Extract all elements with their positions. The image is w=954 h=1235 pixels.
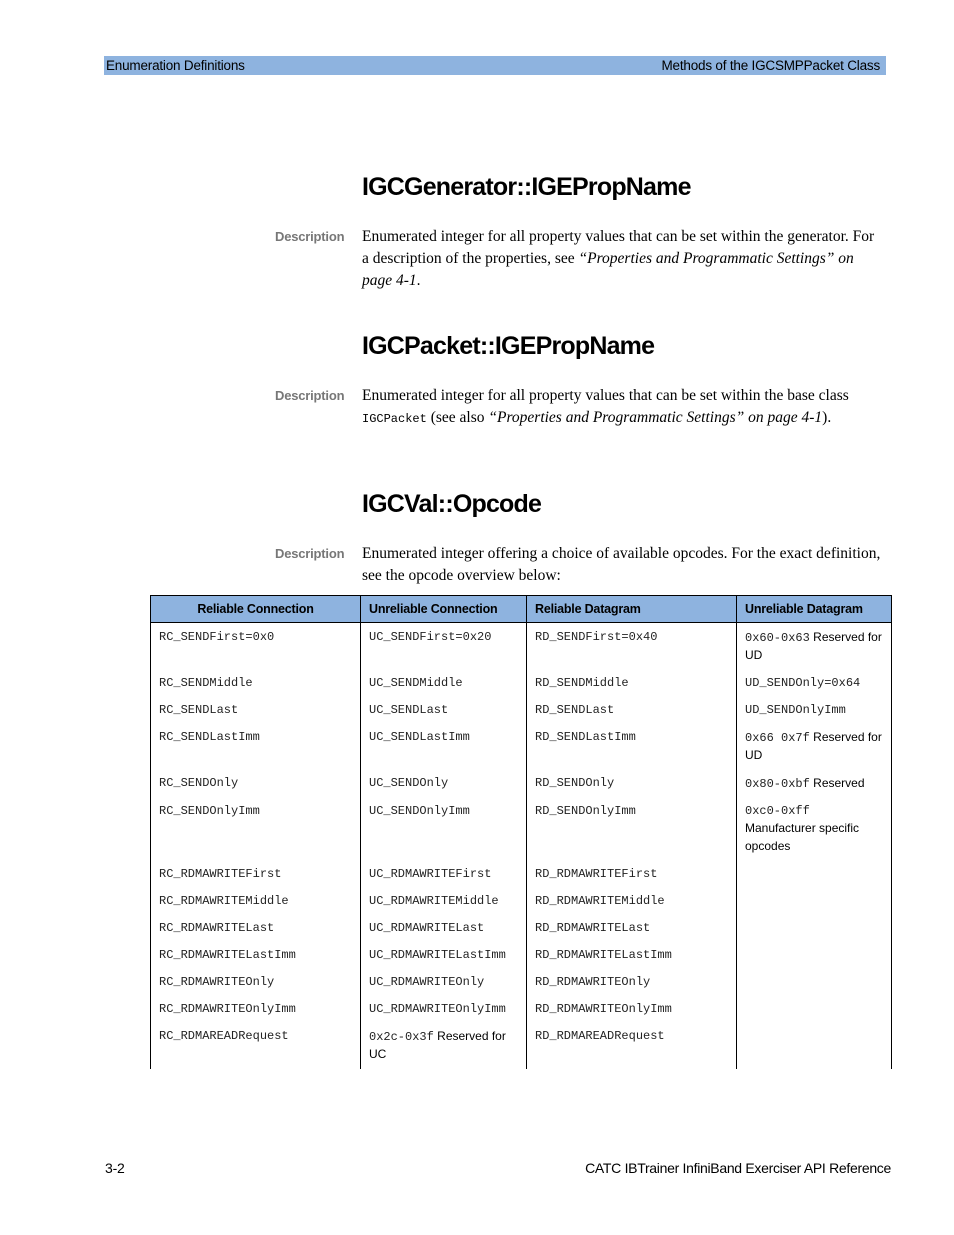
description-text: Enumerated integer for all property values that can be set within the base class IGCPacket (see also “Properties and Programmatic Settings” on page 4-1). [362,387,849,426]
table-cell [361,969,527,996]
description-label: Description [275,229,345,244]
column-header: Unreliable Datagram [737,596,892,623]
table-cell [527,724,737,770]
table-row [151,969,892,996]
table-cell [527,770,737,798]
table-cell [151,798,361,861]
column-header: Reliable Connection [151,596,361,623]
table-cell [737,996,892,1023]
opcode-code: UD_SENDOnlyImm [745,703,846,717]
opcode-code: RC_SENDOnlyImm [159,804,260,818]
table-cell [151,915,361,942]
opcode-code: RD_RDMAWRITEMiddle [535,894,665,908]
table-header-row [151,596,892,623]
table-cell [361,798,527,861]
opcode-code: RD_SENDLast [535,703,615,717]
table-cell [151,861,361,888]
opcode-note: Reserved [809,776,865,790]
section-title-generator-propname: IGCGenerator::IGEPropName [362,173,691,201]
table-cell [361,770,527,798]
opcode-code: UC_RDMAWRITELastImm [369,948,506,962]
table-cell [527,969,737,996]
footer-title: CATC IBTrainer InfiniBand Exerciser API Reference [585,1160,891,1176]
table-cell [151,888,361,915]
table-row [151,697,892,724]
table-cell [361,915,527,942]
opcode-code: 0x2c-0x3f [369,1030,434,1044]
table-cell [361,996,527,1023]
table-cell [361,623,527,671]
table-cell [527,861,737,888]
column-header: Reliable Datagram [527,596,737,623]
table-cell [527,623,737,671]
table-cell [527,888,737,915]
opcode-code: RD_SENDLastImm [535,730,636,744]
table-cell [737,942,892,969]
opcode-code: RC_RDMAWRITELast [159,921,275,935]
table-cell [151,724,361,770]
table-cell [151,1023,361,1069]
opcode-code: RC_SENDOnly [159,776,239,790]
table-row [151,888,892,915]
opcode-code: 0xc0-0xff [745,804,810,818]
opcode-code: UD_SENDOnly=0x64 [745,676,861,690]
class-name-code: IGCPacket [362,412,427,426]
opcode-code: UC_RDMAWRITEMiddle [369,894,499,908]
opcode-code: RD_SENDOnly [535,776,615,790]
cross-reference: “Properties and Programmatic Settings” on page 4-1 [488,409,823,426]
table-cell [361,724,527,770]
table-cell [527,915,737,942]
table-cell [361,697,527,724]
description-text: Enumerated integer offering a choice of available opcodes. For the exact definition, see the opcode overview below: [362,545,881,584]
opcode-code: RC_RDMAWRITELastImm [159,948,296,962]
table-row [151,770,892,798]
opcode-code: UC_SENDLastImm [369,730,470,744]
section-title-opcode: IGCVal::Opcode [362,490,542,518]
table-cell [151,770,361,798]
opcode-note: Reserved for UD [745,730,882,762]
opcode-code: RD_SENDFirst=0x40 [535,630,658,644]
opcode-code: UC_SENDMiddle [369,676,463,690]
table-cell [361,670,527,697]
header-chapter: Enumeration Definitions [106,58,245,73]
table-cell [737,770,892,798]
opcode-code: RC_RDMAWRITEOnly [159,975,275,989]
opcode-code: RC_RDMAREADRequest [159,1029,289,1043]
opcode-code: RD_RDMAWRITELastImm [535,948,672,962]
running-header [104,56,886,75]
description-label: Description [275,388,345,403]
opcode-code: RD_SENDOnlyImm [535,804,636,818]
table-cell [737,888,892,915]
opcode-code: UC_SENDFirst=0x20 [369,630,492,644]
table-cell [151,969,361,996]
table-cell [361,1023,527,1069]
opcode-code: RC_SENDFirst=0x0 [159,630,275,644]
opcode-code: RC_SENDLastImm [159,730,260,744]
table-row [151,942,892,969]
table-body [151,623,892,1070]
table-cell [527,1023,737,1069]
opcode-code: RC_RDMAWRITEOnlyImm [159,1002,296,1016]
opcode-code: 0x66 0x7f [745,731,810,745]
table-cell [527,697,737,724]
table-cell [361,888,527,915]
table-cell [151,697,361,724]
opcode-code: UC_SENDLast [369,703,449,717]
opcode-note: Reserved for UC [369,1029,506,1061]
table-cell [737,697,892,724]
table-cell [527,670,737,697]
table-cell [737,915,892,942]
opcode-code: RD_RDMAWRITELast [535,921,651,935]
page-number: 3-2 [105,1160,125,1176]
table-cell [361,861,527,888]
description-text: Enumerated integer for all property values that can be set within the generator. For a description of the properties, see “Properties and Programmatic Settings” on page 4-1. [362,228,875,289]
table-cell [151,670,361,697]
table-cell [737,1023,892,1069]
opcode-code: RD_RDMAWRITEFirst [535,867,658,881]
column-header: Unreliable Connection [361,596,527,623]
opcode-code: UC_RDMAWRITEOnly [369,975,485,989]
section-title-packet-propname: IGCPacket::IGEPropName [362,332,655,360]
opcode-code: UC_RDMAWRITEFirst [369,867,492,881]
table-cell [737,861,892,888]
header-section: Methods of the IGCSMPPacket Class [661,58,880,73]
opcode-code: UC_SENDOnlyImm [369,804,470,818]
opcode-code: UC_RDMAWRITEOnlyImm [369,1002,506,1016]
opcode-code: RC_RDMAWRITEMiddle [159,894,289,908]
table-cell [527,942,737,969]
table-cell [361,942,527,969]
opcode-code: RD_SENDMiddle [535,676,629,690]
table-cell [737,724,892,770]
table-row [151,996,892,1023]
table-row [151,623,892,671]
table-cell [737,670,892,697]
table-cell [151,942,361,969]
opcode-code: RD_RDMAWRITEOnly [535,975,651,989]
opcode-note: Reserved for UD [745,630,882,662]
cross-reference: “Properties and Programmatic Settings” on page 4-1 [362,250,854,289]
table-row [151,1023,892,1069]
opcode-code: 0x60-0x63 [745,631,810,645]
opcode-code: RD_RDMAREADRequest [535,1029,665,1043]
opcode-code: RD_RDMAWRITEOnlyImm [535,1002,672,1016]
table-row [151,861,892,888]
table-row [151,915,892,942]
opcode-code: UC_RDMAWRITELast [369,921,485,935]
opcode-code: UC_SENDOnly [369,776,449,790]
opcode-code: RC_SENDLast [159,703,239,717]
opcode-code: 0x80-0xbf [745,777,810,791]
table-row [151,670,892,697]
opcode-table [150,595,892,1069]
table-cell [527,798,737,861]
opcode-note: Manufacturer specific opcodes [745,821,860,853]
table-row [151,798,892,861]
description-label: Description [275,546,345,561]
opcode-code: RC_SENDMiddle [159,676,253,690]
table-row [151,724,892,770]
table-cell [151,623,361,671]
table-cell [151,996,361,1023]
opcode-code: RC_RDMAWRITEFirst [159,867,282,881]
table-cell [527,996,737,1023]
table-cell [737,969,892,996]
table-cell [737,798,892,861]
table-cell [737,623,892,671]
